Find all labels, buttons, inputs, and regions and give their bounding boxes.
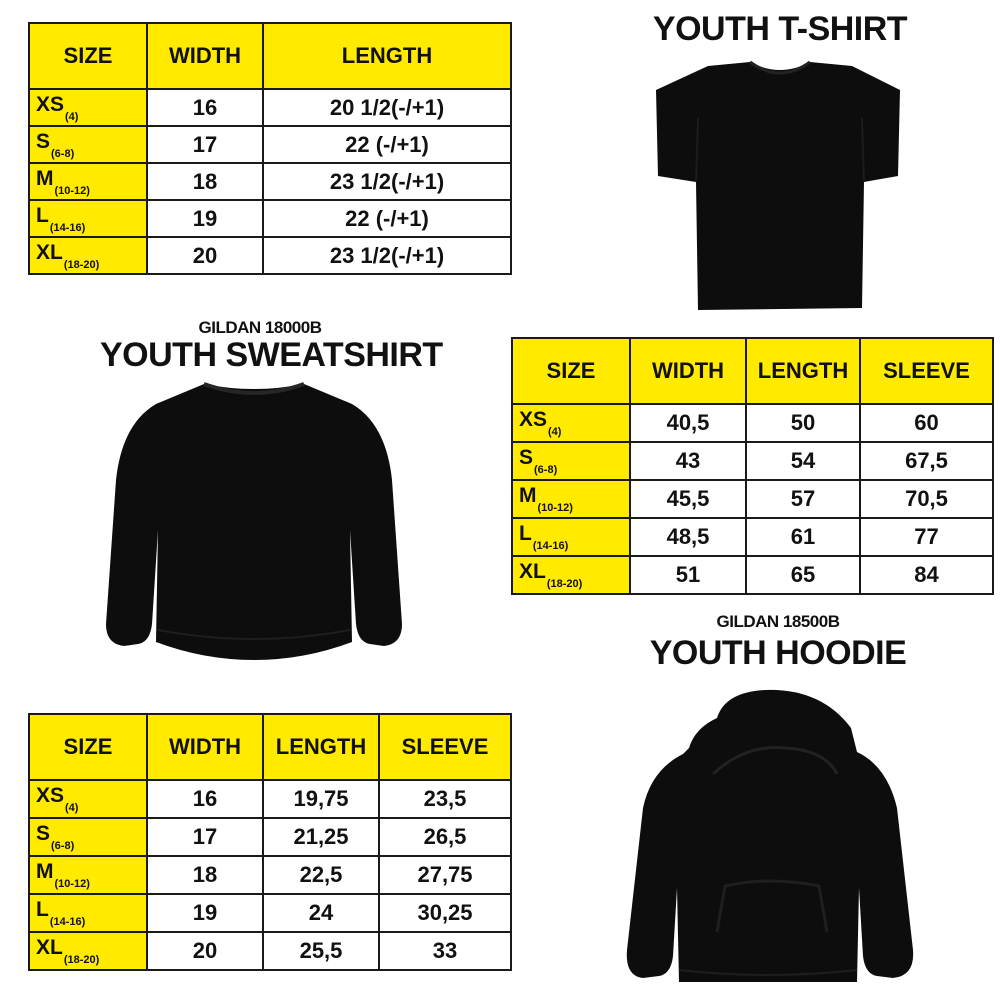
width-cell: 18 <box>147 856 263 894</box>
size-cell <box>29 126 147 163</box>
length-cell: 21,25 <box>263 818 379 856</box>
size-cell <box>29 780 147 818</box>
table-row <box>29 932 511 970</box>
width-cell: 45,5 <box>630 480 746 518</box>
length-cell: 25,5 <box>263 932 379 970</box>
size-cell <box>512 442 630 480</box>
header-sleeve: SLEEVE <box>379 714 511 780</box>
age-range: (14-16) <box>49 916 86 928</box>
length-cell: 22,5 <box>263 856 379 894</box>
age-range: (4) <box>65 802 79 814</box>
header-length: LENGTH <box>263 23 511 89</box>
table-row <box>29 89 511 126</box>
table-row <box>512 480 993 518</box>
size-label: M <box>519 484 537 507</box>
age-range: (18-20) <box>546 578 583 590</box>
length-cell: 65 <box>746 556 860 594</box>
table-row <box>29 237 511 274</box>
width-cell: 20 <box>147 932 263 970</box>
width-cell: 17 <box>147 126 263 163</box>
length-cell: 50 <box>746 404 860 442</box>
length-cell: 20 1/2(-/+1) <box>263 89 511 126</box>
length-cell: 22 (-/+1) <box>263 126 511 163</box>
sleeve-cell: 23,5 <box>379 780 511 818</box>
hoodie-size-table <box>28 713 512 971</box>
width-cell: 48,5 <box>630 518 746 556</box>
age-range: (6-8) <box>51 840 75 852</box>
header-sleeve: SLEEVE <box>860 338 993 404</box>
size-label: XL <box>36 936 63 959</box>
table-row <box>29 856 511 894</box>
tshirt-title: YOUTH T-SHIRT <box>652 10 908 48</box>
sleeve-cell: 77 <box>860 518 993 556</box>
size-cell <box>512 404 630 442</box>
table-header-row <box>512 338 993 404</box>
width-cell: 16 <box>147 89 263 126</box>
width-cell: 51 <box>630 556 746 594</box>
table-row <box>29 126 511 163</box>
age-range: (4) <box>548 426 562 438</box>
size-cell <box>512 518 630 556</box>
sleeve-cell: 60 <box>860 404 993 442</box>
sleeve-cell: 33 <box>379 932 511 970</box>
age-range: (10-12) <box>54 878 90 890</box>
length-cell: 19,75 <box>263 780 379 818</box>
age-range: (14-16) <box>532 540 569 552</box>
size-label: XL <box>36 240 63 264</box>
size-cell <box>29 932 147 970</box>
length-cell: 54 <box>746 442 860 480</box>
table-row <box>512 518 993 556</box>
size-label: XS <box>36 92 65 116</box>
size-label: XL <box>519 560 546 583</box>
table-row <box>29 200 511 237</box>
age-range: (6-8) <box>51 147 75 160</box>
size-label: XS <box>36 784 65 807</box>
age-range: (10-12) <box>54 184 90 197</box>
width-cell: 19 <box>147 200 263 237</box>
table-row <box>512 556 993 594</box>
header-size: SIZE <box>512 338 630 404</box>
header-length: LENGTH <box>263 714 379 780</box>
size-label: L <box>36 898 49 921</box>
size-label: S <box>36 129 51 153</box>
size-cell <box>29 237 147 274</box>
age-range: (6-8) <box>534 464 558 476</box>
width-cell: 20 <box>147 237 263 274</box>
size-cell <box>29 894 147 932</box>
size-cell <box>29 89 147 126</box>
header-width: WIDTH <box>630 338 746 404</box>
table-row <box>512 404 993 442</box>
width-cell: 19 <box>147 894 263 932</box>
sweatshirt-model: GILDAN 18000B <box>198 318 322 337</box>
size-label: L <box>519 522 532 545</box>
width-cell: 18 <box>147 163 263 200</box>
header-size: SIZE <box>29 23 147 89</box>
table-row <box>29 163 511 200</box>
table-row <box>29 818 511 856</box>
age-range: (18-20) <box>63 954 100 966</box>
header-width: WIDTH <box>147 23 263 89</box>
size-label: L <box>36 203 49 227</box>
size-cell <box>29 856 147 894</box>
black-hoodie-image <box>625 688 915 988</box>
length-cell: 23 1/2(-/+1) <box>263 237 511 274</box>
age-range: (18-20) <box>63 258 100 271</box>
size-cell <box>29 163 147 200</box>
size-label: M <box>36 860 54 883</box>
table-row <box>512 442 993 480</box>
sweatshirt-size-table <box>511 337 994 595</box>
table-row <box>29 894 511 932</box>
length-cell: 57 <box>746 480 860 518</box>
length-cell: 22 (-/+1) <box>263 200 511 237</box>
header-width: WIDTH <box>147 714 263 780</box>
width-cell: 43 <box>630 442 746 480</box>
width-cell: 40,5 <box>630 404 746 442</box>
sleeve-cell: 26,5 <box>379 818 511 856</box>
sleeve-cell: 70,5 <box>860 480 993 518</box>
age-range: (10-12) <box>537 502 573 514</box>
width-cell: 17 <box>147 818 263 856</box>
sweatshirt-title: YOUTH SWEATSHIRT <box>100 336 443 374</box>
size-label: S <box>36 822 51 845</box>
hoodie-model: GILDAN 18500B <box>716 612 840 631</box>
sleeve-cell: 27,75 <box>379 856 511 894</box>
age-range: (4) <box>65 110 79 123</box>
size-cell <box>29 200 147 237</box>
table-header-row <box>29 23 511 89</box>
sleeve-cell: 30,25 <box>379 894 511 932</box>
size-label: M <box>36 166 54 190</box>
black-tshirt-image <box>650 58 910 318</box>
table-row <box>29 780 511 818</box>
hoodie-title: YOUTH HOODIE <box>649 634 907 672</box>
length-cell: 24 <box>263 894 379 932</box>
length-cell: 23 1/2(-/+1) <box>263 163 511 200</box>
tshirt-size-table <box>28 22 512 275</box>
size-cell <box>29 818 147 856</box>
age-range: (14-16) <box>49 221 86 234</box>
size-cell <box>512 556 630 594</box>
sleeve-cell: 67,5 <box>860 442 993 480</box>
size-cell <box>512 480 630 518</box>
black-sweatshirt-image <box>104 380 404 670</box>
sleeve-cell: 84 <box>860 556 993 594</box>
length-cell: 61 <box>746 518 860 556</box>
header-size: SIZE <box>29 714 147 780</box>
width-cell: 16 <box>147 780 263 818</box>
size-label: XS <box>519 408 548 431</box>
header-length: LENGTH <box>746 338 860 404</box>
size-label: S <box>519 446 534 469</box>
table-header-row <box>29 714 511 780</box>
